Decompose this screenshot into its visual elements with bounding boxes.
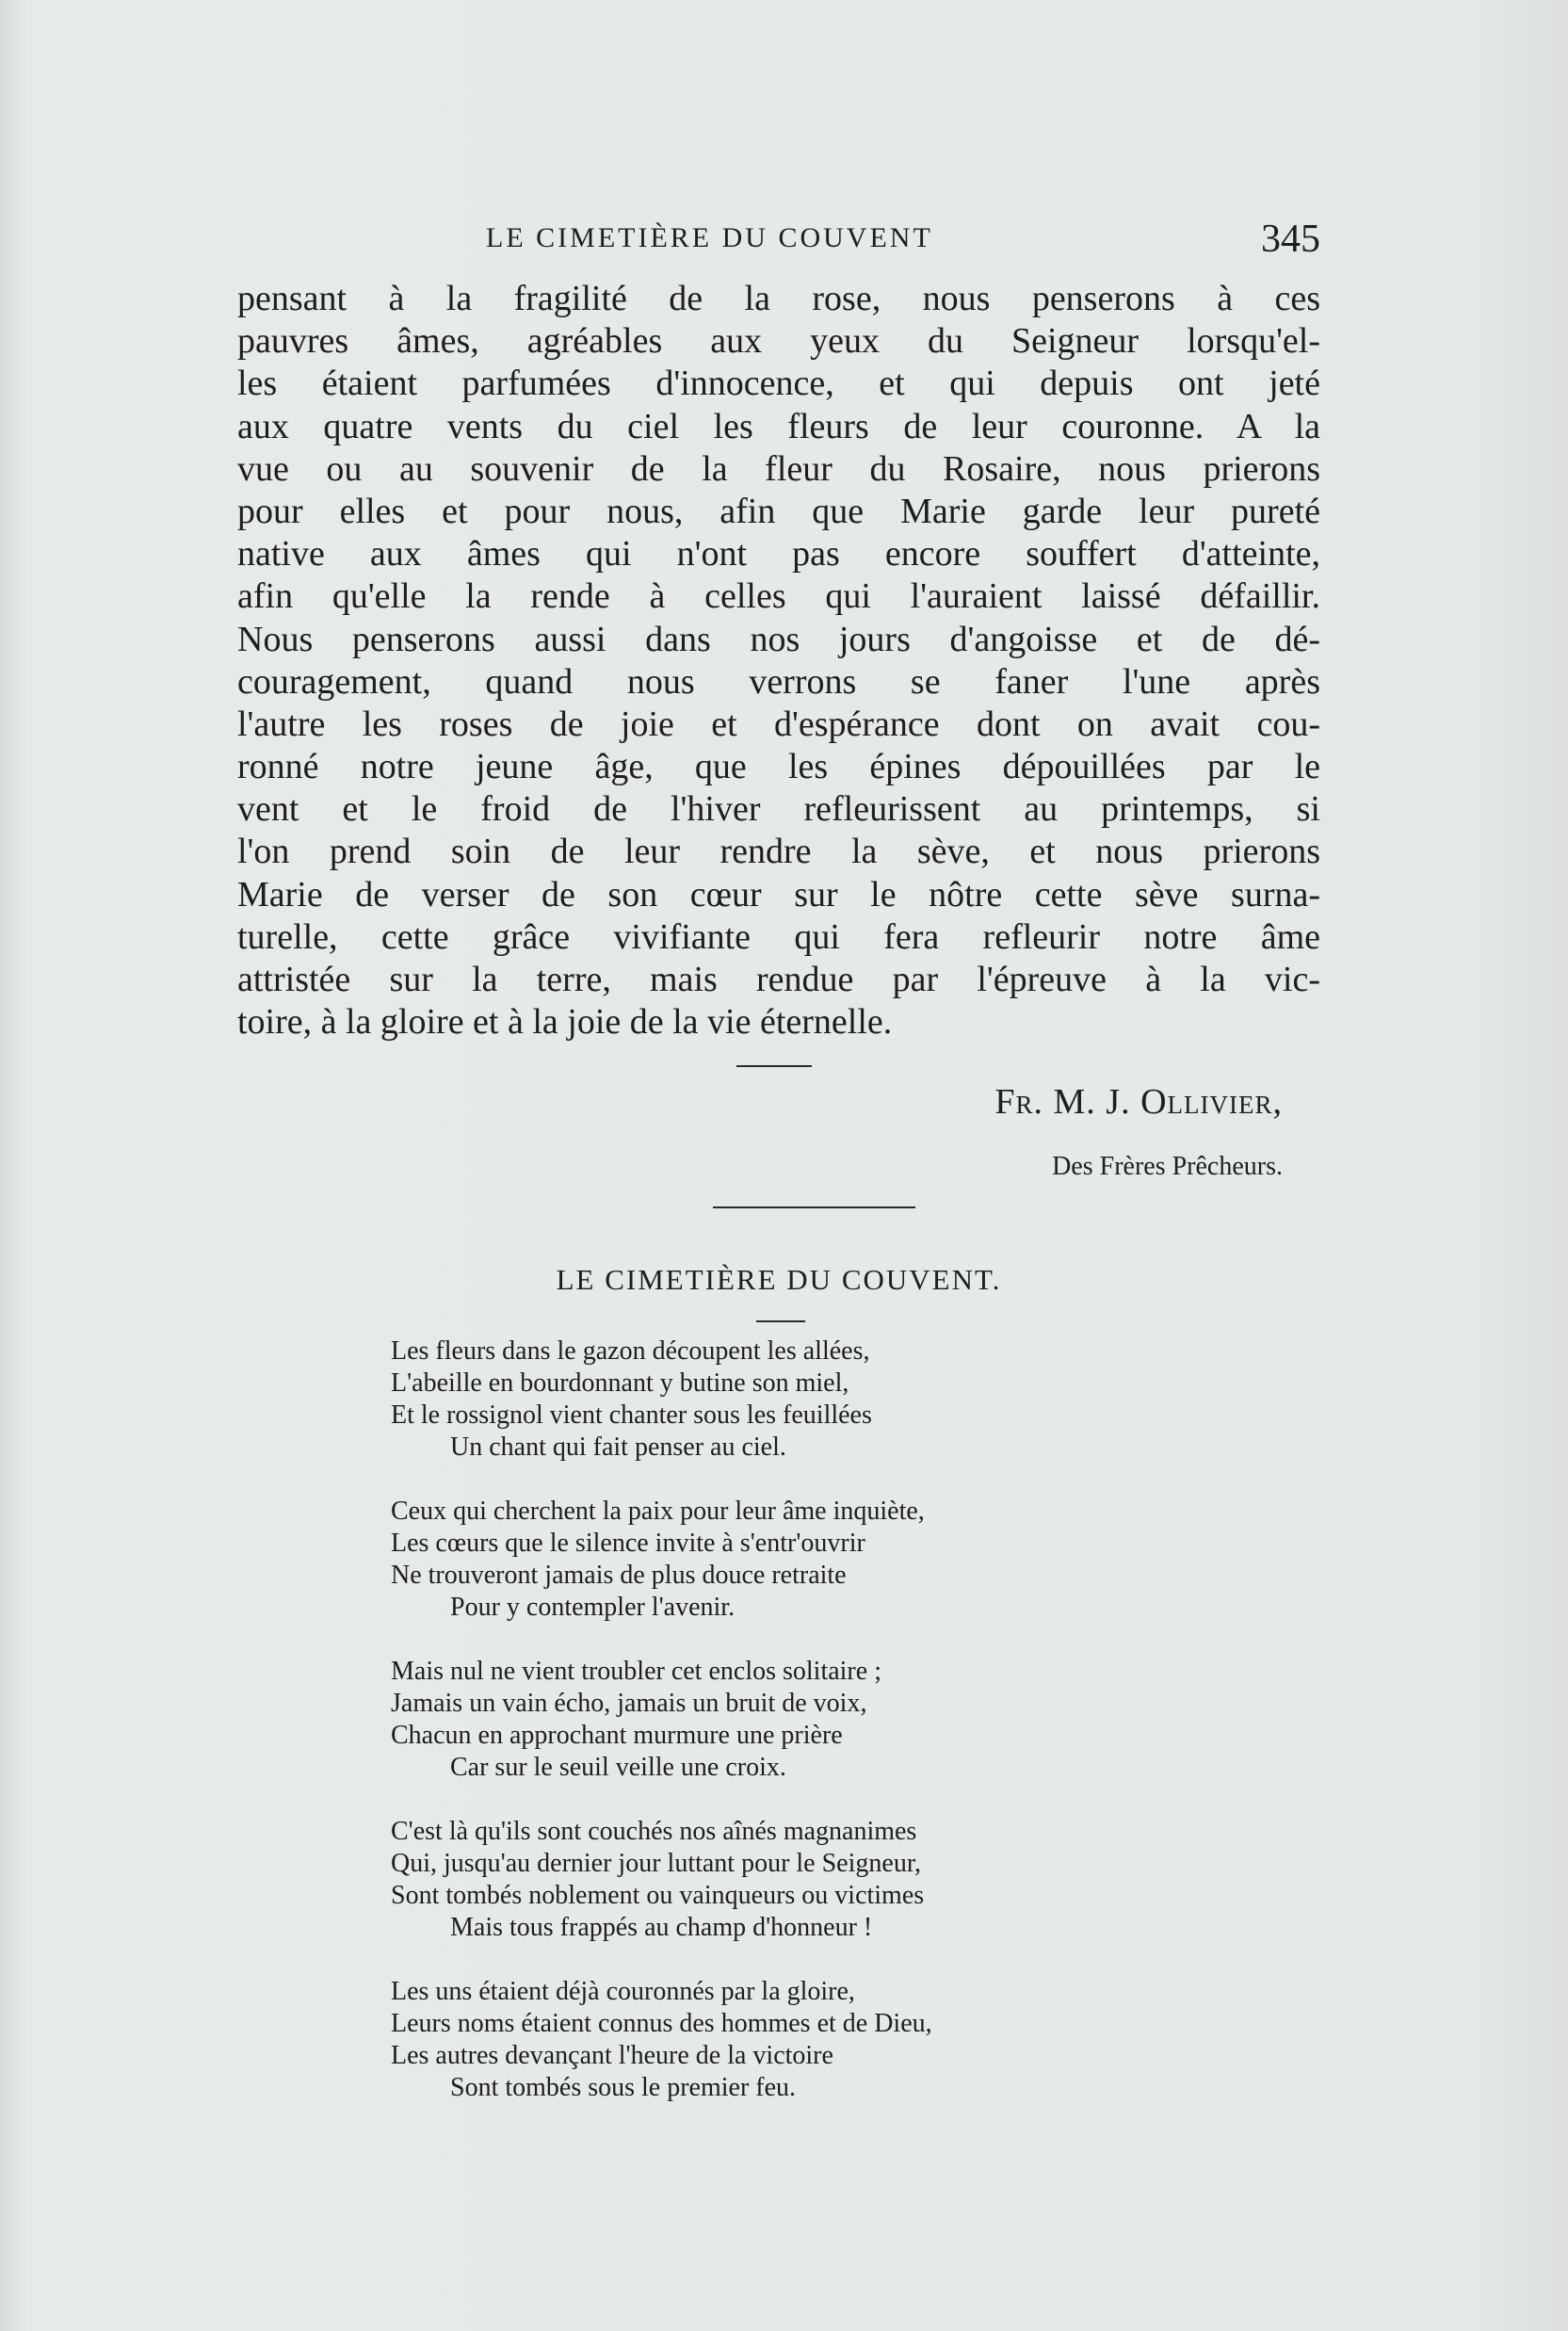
title-divider [756, 1320, 805, 1322]
verse-line: Jamais un vain écho, jamais un bruit de voix, [391, 1689, 867, 1718]
running-title: LE CIMETIÈRE DU COUVENT [486, 222, 933, 253]
poem-title: LE CIMETIÈRE DU COUVENT. [556, 1263, 1002, 1296]
poem-stanza [391, 1976, 1238, 2104]
verse-line: Mais nul ne vient troubler cet enclos solitaire ; [391, 1657, 881, 1686]
article-divider [713, 1206, 915, 1208]
prose-line: Nous penserons aussi dans nos jours d'angoisse et de dé- [237, 619, 1320, 659]
poem-stanza [391, 1656, 1238, 1784]
prose-line: attristée sur la terre, mais rendue par l'épreuve à la vic- [237, 960, 1320, 999]
verse-line: Les fleurs dans le gazon découpent les allées, [391, 1336, 870, 1366]
prose-line: couragement, quand nous verrons se faner l'une après [237, 661, 1320, 702]
verse-line: Car sur le seuil veille une croix. [450, 1753, 786, 1782]
prose-line: pensant à la fragilité de la rose, nous penserons à ces [237, 279, 1320, 318]
prose-line: pour elles et pour nous, afin que Marie garde leur pureté [237, 491, 1320, 531]
verse-line: Chacun en approchant murmure une prière [391, 1721, 843, 1750]
poem-stanza [391, 1335, 1238, 1464]
author-surname: Ollivier, [1140, 1082, 1283, 1122]
poem [391, 1335, 1238, 2136]
verse-line: Les cœurs que le silence invite à s'entr'ouvrir [391, 1529, 865, 1558]
verse-line: L'abeille en bourdonnant y butine son miel, [391, 1368, 849, 1398]
prose-line: vue ou au souvenir de la fleur du Rosaire, nous prierons [237, 448, 1320, 489]
author-signature [237, 1081, 1283, 1123]
author-prefix: Fr. M. J. [994, 1082, 1141, 1122]
running-head [237, 217, 1320, 273]
prose-line: l'on prend soin de leur rendre la sève, et nous prierons [237, 832, 1320, 872]
verse-line: C'est là qu'ils sont couchés nos aînés magnanimes [391, 1817, 917, 1846]
verse-line: Ceux qui cherchent la paix pour leur âme inquiète, [391, 1497, 925, 1526]
poem-stanza [391, 1816, 1238, 1944]
verse-line: Un chant qui fait penser au ciel. [450, 1433, 786, 1462]
verse-line: Et le rossignol vient chanter sous les feuillées [391, 1400, 872, 1430]
prose-line: afin qu'elle la rende à celles qui l'auraient laissé défaillir. [237, 576, 1320, 617]
verse-line: Qui, jusqu'au dernier jour luttant pour le Seigneur, [391, 1849, 922, 1878]
prose-line: toire, à la gloire et à la joie de la vie éternelle. [237, 1002, 893, 1043]
prose-line: native aux âmes qui n'ont pas encore souffert d'atteinte, [237, 534, 1320, 575]
prose-line: vent et le froid de l'hiver refleurissent au printemps, si [237, 789, 1320, 830]
verse-line: Sont tombés noblement ou vainqueurs ou victimes [391, 1881, 925, 1910]
page-number: 345 [1261, 218, 1320, 261]
section-divider [736, 1065, 812, 1067]
verse-line: Sont tombés sous le premier feu. [450, 2073, 797, 2102]
prose-line: l'autre les roses de joie et d'espérance dont on avait cou- [237, 704, 1320, 744]
prose-line: turelle, cette grâce vivifiante qui fera refleurir notre âme [237, 916, 1320, 957]
prose-line: les étaient parfumées d'innocence, et qui depuis ont jeté [237, 364, 1320, 404]
verse-line: Leurs noms étaient connus des hommes et de Dieu, [391, 2009, 932, 2038]
prose-block [237, 278, 1320, 1044]
poem-stanza [391, 1496, 1238, 1624]
verse-line: Pour y contempler l'avenir. [450, 1593, 736, 1622]
verse-line: Ne trouveront jamais de plus douce retraite [391, 1561, 847, 1590]
verse-line: Mais tous frappés au champ d'honneur ! [450, 1913, 873, 1942]
prose-line: Marie de verser de son cœur sur le nôtre cette sève surna- [237, 874, 1320, 915]
verse-line: Les autres devançant l'heure de la victoire [391, 2041, 833, 2070]
prose-line: aux quatre vents du ciel les fleurs de leur couronne. A la [237, 406, 1320, 446]
prose-line: pauvres âmes, agréables aux yeux du Seigneur lorsqu'el- [237, 321, 1320, 362]
verse-line: Les uns étaient déjà couronnés par la gloire, [391, 1977, 855, 2006]
prose-line: ronné notre jeune âge, que les épines dépouillées par le [237, 747, 1320, 787]
author-affiliation: Des Frères Prêcheurs. [1052, 1152, 1283, 1181]
